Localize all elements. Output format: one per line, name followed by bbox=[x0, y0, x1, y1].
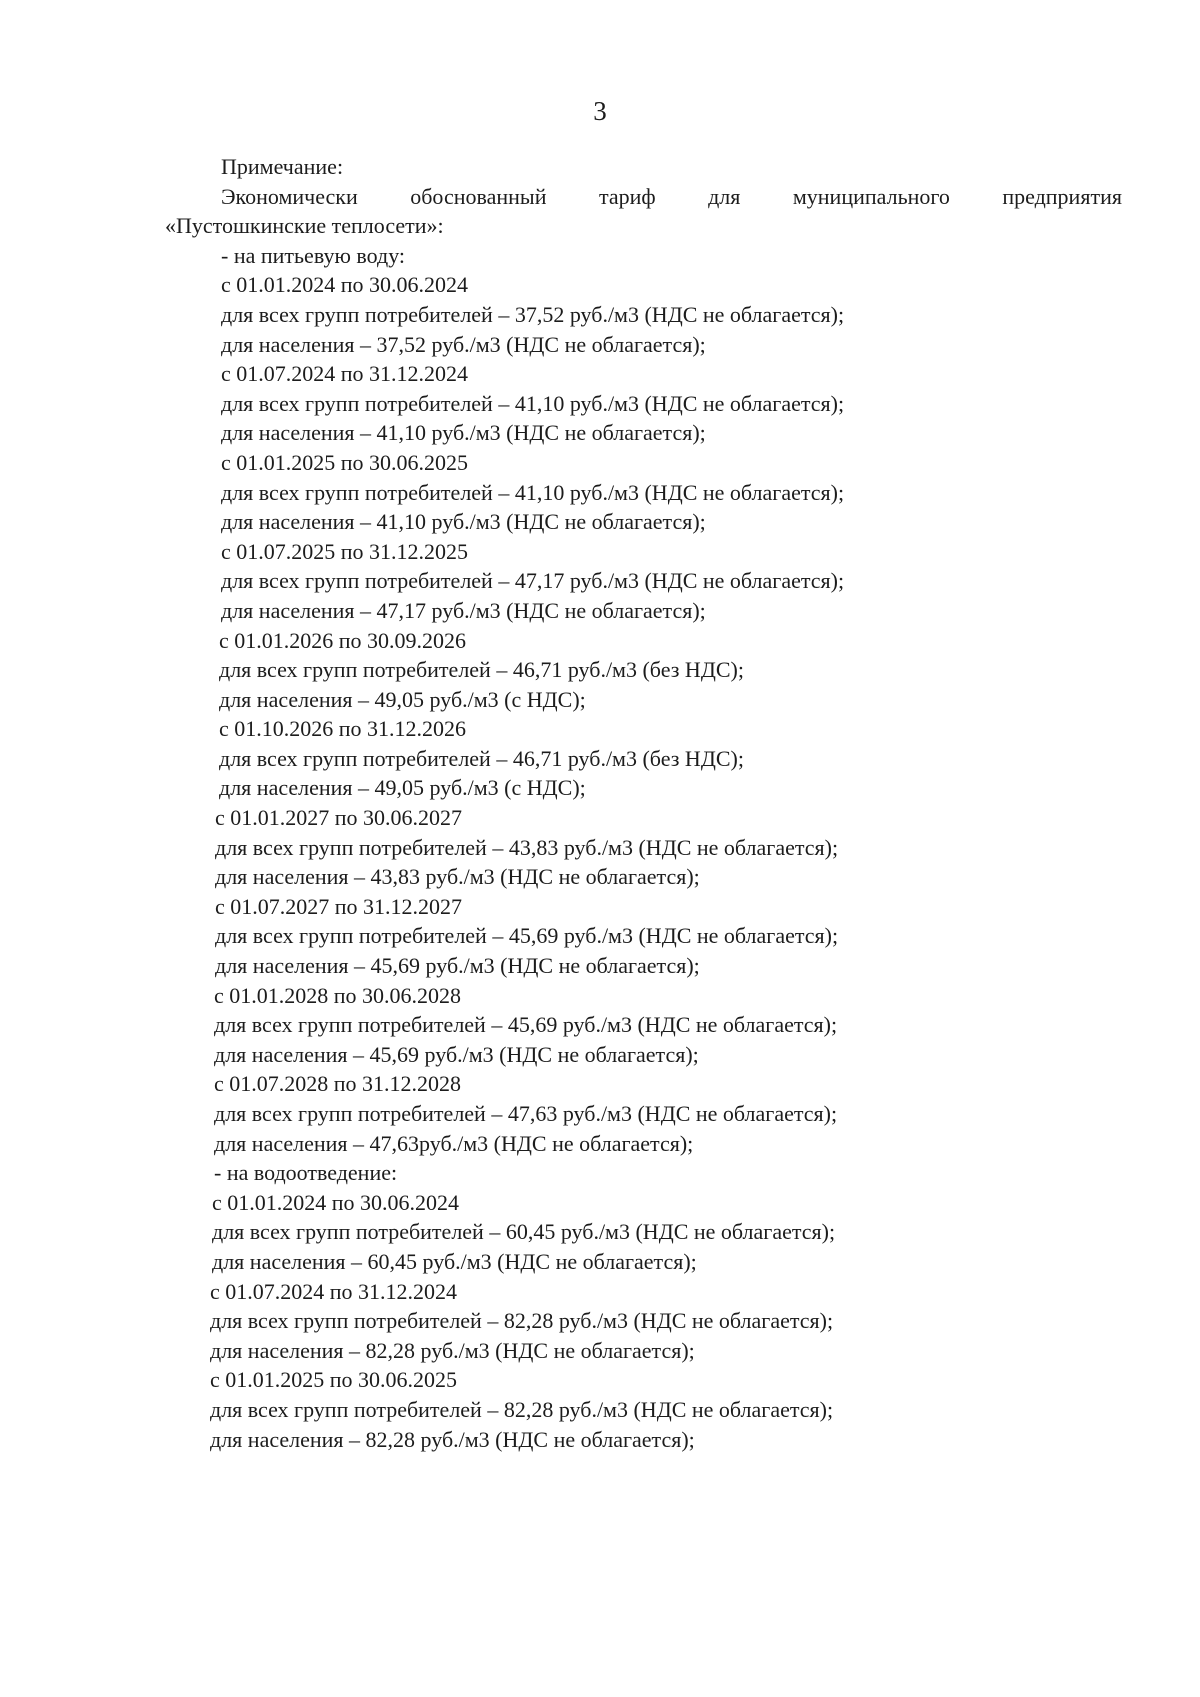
tariff-all-groups: для всех групп потребителей – 82,28 руб./м3 (НДС не облагается); bbox=[210, 1396, 834, 1422]
tariff-population: для населения – 49,05 руб./м3 (с НДС); bbox=[219, 775, 586, 801]
intro-word: муниципального bbox=[792, 183, 950, 209]
tariff-all-groups: для всех групп потребителей – 45,69 руб./м3 (НДС не облагается); bbox=[215, 923, 839, 949]
tariff-period: с 01.01.2027 по 30.06.2027 bbox=[215, 805, 463, 831]
tariff-population: для населения – 47,17 руб./м3 (НДС не облагается); bbox=[221, 597, 706, 623]
note-body bbox=[0, 152, 1200, 1454]
intro-word: предприятия bbox=[1002, 183, 1122, 209]
tariff-period: с 01.01.2024 по 30.06.2024 bbox=[221, 272, 469, 298]
tariff-all-groups: для всех групп потребителей – 60,45 руб./м3 (НДС не облагается); bbox=[212, 1219, 836, 1245]
tariff-population: для населения – 45,69 руб./м3 (НДС не облагается); bbox=[215, 953, 700, 979]
tariff-all-groups: для всех групп потребителей – 41,10 руб./м3 (НДС не облагается); bbox=[221, 479, 845, 505]
tariff-population: для населения – 45,69 руб./м3 (НДС не облагается); bbox=[214, 1041, 699, 1067]
water-heading: - на питьевую воду: bbox=[221, 242, 406, 268]
tariff-period: с 01.07.2025 по 31.12.2025 bbox=[221, 538, 469, 564]
tariff-period: с 01.07.2024 по 31.12.2024 bbox=[221, 361, 469, 387]
tariff-population: для населения – 37,52 руб./м3 (НДС не облагается); bbox=[221, 331, 706, 357]
tariff-period: с 01.01.2026 по 30.09.2026 bbox=[219, 627, 467, 653]
tariff-period: с 01.01.2024 по 30.06.2024 bbox=[212, 1189, 460, 1215]
tariff-all-groups: для всех групп потребителей – 82,28 руб./м3 (НДС не облагается); bbox=[210, 1308, 834, 1334]
tariff-period: с 01.07.2027 по 31.12.2027 bbox=[215, 893, 463, 919]
tariff-period: с 01.07.2024 по 31.12.2024 bbox=[210, 1278, 458, 1304]
intro-word: для bbox=[708, 183, 741, 209]
water-tariff-list bbox=[0, 270, 1200, 1158]
tariff-population: для населения – 49,05 руб./м3 (с НДС); bbox=[219, 686, 586, 712]
tariff-population: для населения – 41,10 руб./м3 (НДС не облагается); bbox=[221, 509, 706, 535]
page-number: 3 bbox=[593, 96, 607, 126]
tariff-period: с 01.10.2026 по 31.12.2026 bbox=[219, 716, 467, 742]
tariff-population: для населения – 41,10 руб./м3 (НДС не облагается); bbox=[221, 420, 706, 446]
sewer-tariff-list bbox=[0, 1188, 1200, 1454]
sewer-heading: - на водоотведение: bbox=[214, 1160, 398, 1186]
intro-word: Экономически bbox=[221, 183, 358, 209]
tariff-all-groups: для всех групп потребителей – 45,69 руб./м3 (НДС не облагается); bbox=[214, 1012, 838, 1038]
tariff-period: с 01.07.2028 по 31.12.2028 bbox=[214, 1071, 462, 1097]
tariff-all-groups: для всех групп потребителей – 41,10 руб./м3 (НДС не облагается); bbox=[221, 390, 845, 416]
tariff-all-groups: для всех групп потребителей – 47,63 руб./м3 (НДС не облагается); bbox=[214, 1101, 838, 1126]
tariff-period: с 01.01.2025 по 30.06.2025 bbox=[221, 449, 469, 475]
intro-word: тариф bbox=[598, 183, 656, 209]
tariff-population: для населения – 82,28 руб./м3 (НДС не облагается); bbox=[210, 1426, 695, 1452]
note-heading: Примечание: bbox=[221, 154, 344, 179]
tariff-period: с 01.01.2025 по 30.06.2025 bbox=[210, 1367, 458, 1393]
tariff-period: с 01.01.2028 по 30.06.2028 bbox=[214, 982, 462, 1008]
tariff-all-groups: для всех групп потребителей – 46,71 руб./м3 (без НДС); bbox=[219, 745, 744, 771]
intro-word: обоснованный bbox=[410, 183, 547, 209]
tariff-all-groups: для всех групп потребителей – 47,17 руб./м3 (НДС не облагается); bbox=[221, 568, 845, 594]
tariff-population: для населения – 60,45 руб./м3 (НДС не облагается); bbox=[212, 1248, 697, 1274]
tariff-population: для населения – 43,83 руб./м3 (НДС не облагается); bbox=[215, 864, 700, 890]
tariff-population: для населения – 82,28 руб./м3 (НДС не облагается); bbox=[210, 1337, 695, 1363]
tariff-population: для населения – 47,63руб./м3 (НДС не облагается); bbox=[214, 1130, 694, 1156]
intro-continuation: «Пустошкинские теплосети»: bbox=[165, 213, 444, 239]
tariff-all-groups: для всех групп потребителей – 46,71 руб./м3 (без НДС); bbox=[219, 657, 744, 683]
intro-line bbox=[0, 182, 1200, 212]
tariff-all-groups: для всех групп потребителей – 37,52 руб./м3 (НДС не облагается); bbox=[221, 301, 845, 327]
tariff-all-groups: для всех групп потребителей – 43,83 руб./м3 (НДС не облагается); bbox=[215, 834, 839, 860]
